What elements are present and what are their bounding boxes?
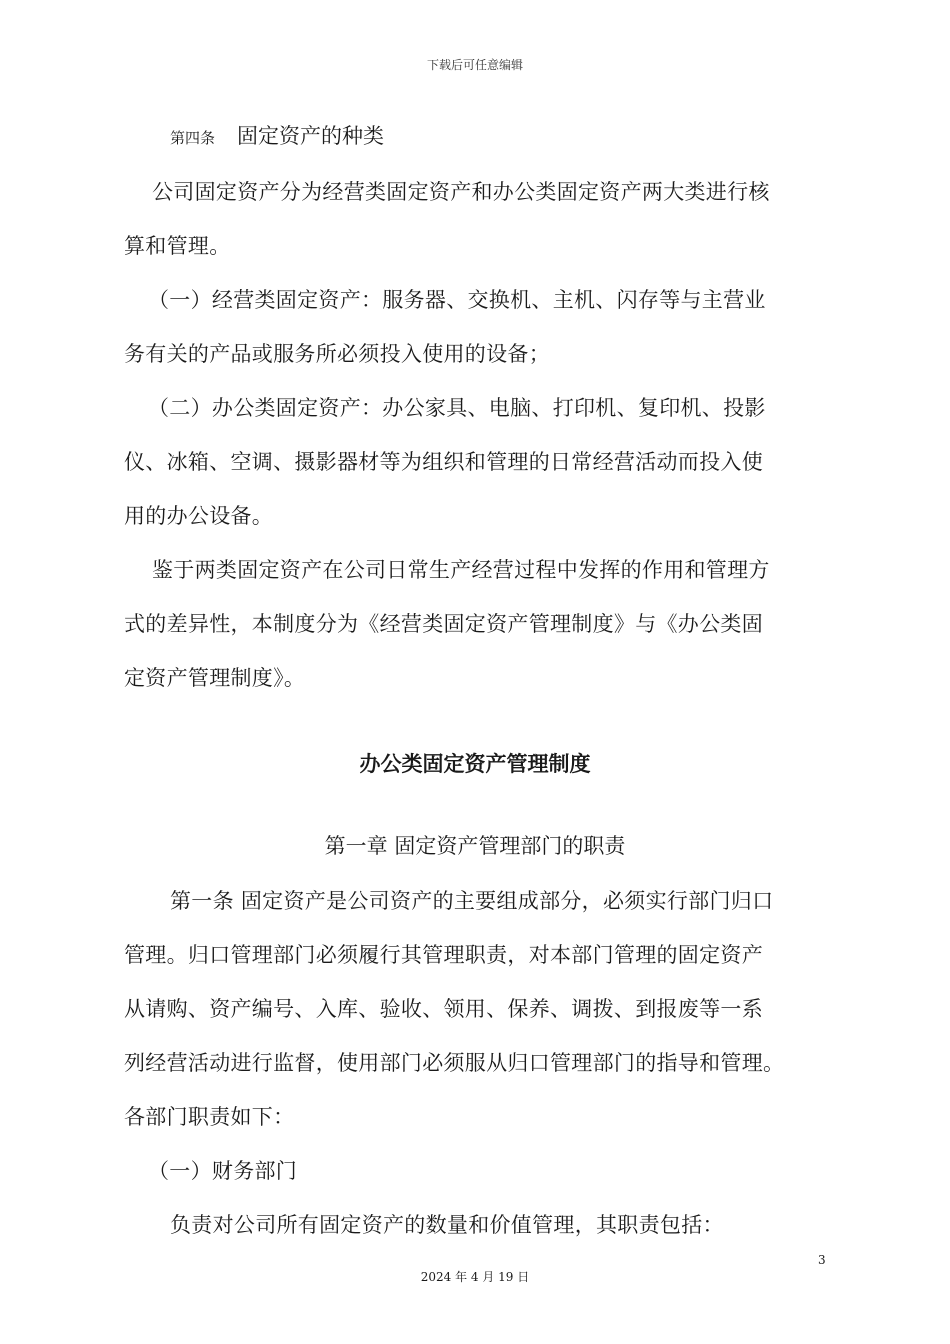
article-number: 第四条 <box>170 129 216 147</box>
chapter-heading: 第一章 固定资产管理部门的职责 <box>324 834 626 858</box>
paragraph-line: 管理。归口管理部门必须履行其管理职责，对本部门管理的固定资产 <box>124 943 763 967</box>
paragraph-line: 负责对公司所有固定资产的数量和价值管理，其职责包括： <box>170 1213 724 1237</box>
paragraph-line: 从请购、资产编号、入库、验收、领用、保养、调拨、到报废等一系 <box>124 997 763 1021</box>
paragraph-line: 务有关的产品或服务所必须投入使用的设备； <box>124 342 550 366</box>
paragraph-line: 各部门职责如下： <box>124 1105 295 1129</box>
paragraph-line: （一）经营类固定资产：服务器、交换机、主机、闪存等与主营业 <box>148 288 766 312</box>
paragraph-line: 式的差异性，本制度分为《经营类固定资产管理制度》与《办公类固 <box>124 612 763 636</box>
document-title: 办公类固定资产管理制度 <box>359 752 591 776</box>
page-number: 3 <box>818 1253 826 1267</box>
paragraph-line: 列经营活动进行监督，使用部门必须服从归口管理部门的指导和管理。 <box>124 1051 785 1075</box>
paragraph-line: 第一条 固定资产是公司资产的主要组成部分，必须实行部门归口 <box>170 889 774 913</box>
footer-date: 2024 年 4 月 19 日 <box>420 1270 530 1284</box>
paragraph-line: 定资产管理制度》。 <box>124 666 306 690</box>
page-header: 下载后可任意编辑 <box>426 58 523 72</box>
paragraph-line: （二）办公类固定资产：办公家具、电脑、打印机、复印机、投影 <box>148 396 766 420</box>
article-4-heading <box>170 118 384 156</box>
paragraph-line: 算和管理。 <box>124 234 231 258</box>
paragraph-line: 仪、冰箱、空调、摄影器材等为组织和管理的日常经营活动而投入使 <box>124 450 763 474</box>
article-title: 固定资产的种类 <box>237 124 385 148</box>
section-heading-finance: （一）财务部门 <box>148 1159 298 1183</box>
paragraph-line: 用的办公设备。 <box>124 504 274 528</box>
paragraph-line: 公司固定资产分为经营类固定资产和办公类固定资产两大类进行核 <box>152 180 770 204</box>
paragraph-line: 鉴于两类固定资产在公司日常生产经营过程中发挥的作用和管理方 <box>152 558 770 582</box>
